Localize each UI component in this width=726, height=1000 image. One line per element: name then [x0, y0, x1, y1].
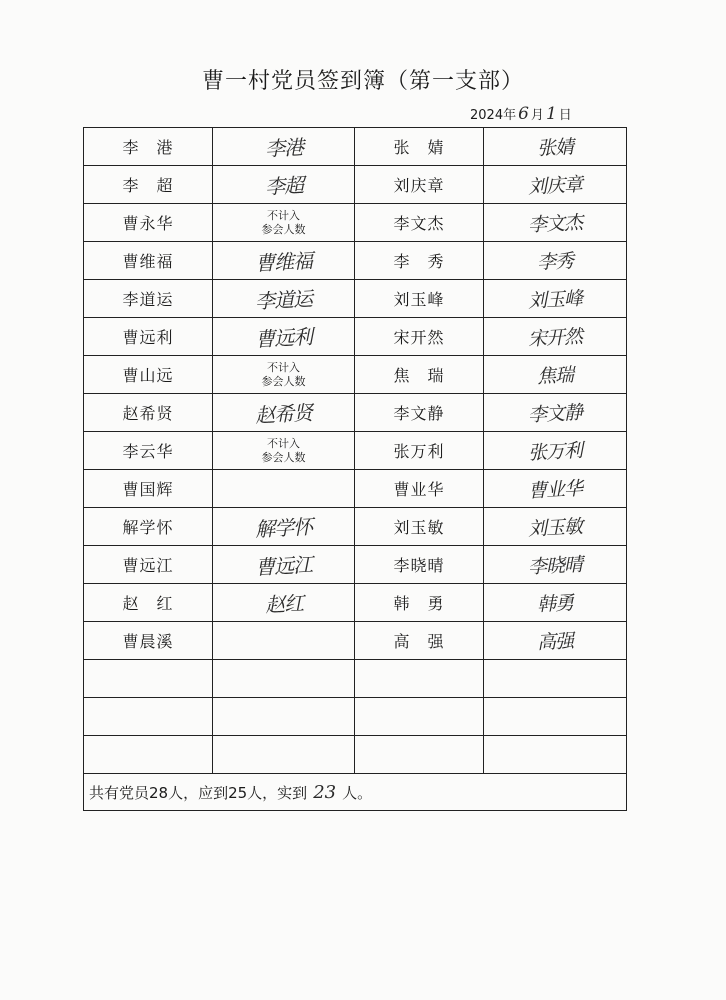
member-name-right: 曹业华 [355, 470, 484, 508]
date-day-label: 日 [558, 108, 572, 123]
member-name-left: 曹永华 [84, 204, 213, 242]
member-row [84, 660, 627, 698]
signature-cell-right [484, 394, 627, 432]
member-row [84, 166, 627, 204]
summary-row [84, 774, 627, 811]
summary-actual-handwritten: 23 [313, 781, 337, 803]
member-name-right: 刘庆章 [355, 166, 484, 204]
handwritten-signature: 李文杰 [527, 211, 583, 237]
member-name-left: 曹国辉 [84, 470, 213, 508]
signature-cell-right [484, 660, 627, 698]
handwritten-signature: 李文静 [527, 401, 583, 427]
signature-cell-right [484, 622, 627, 660]
handwritten-signature: 刘玉峰 [527, 287, 583, 313]
handwritten-signature: 张婧 [536, 136, 574, 160]
signature-cell-left [213, 660, 355, 698]
handwritten-signature: 李道运 [254, 286, 313, 314]
sign-date [470, 104, 572, 124]
member-row [84, 318, 627, 356]
member-name-right [355, 660, 484, 698]
member-row [84, 584, 627, 622]
signature-cell-left [213, 622, 355, 660]
member-name-right: 李 秀 [355, 242, 484, 280]
member-name-left: 李 超 [84, 166, 213, 204]
signature-cell-left [213, 736, 355, 774]
date-month-handwritten: 6 [518, 104, 529, 124]
member-name-left: 赵希贤 [84, 394, 213, 432]
handwritten-signature: 张万利 [527, 439, 583, 465]
signature-cell-left [213, 318, 355, 356]
handwritten-signature: 李晓晴 [527, 553, 583, 579]
note-line-2: 参会人数 [261, 374, 306, 388]
signature-cell-right [484, 432, 627, 470]
signature-cell-right [484, 204, 627, 242]
handwritten-signature: 曹远江 [254, 552, 313, 580]
signature-cell-left [213, 508, 355, 546]
member-row [84, 128, 627, 166]
member-name-right: 张 婧 [355, 128, 484, 166]
not-counted-note [213, 209, 354, 237]
handwritten-signature: 李秀 [536, 250, 574, 274]
signature-cell-right [484, 166, 627, 204]
member-row [84, 622, 627, 660]
date-day-handwritten: 1 [545, 104, 557, 124]
member-name-left [84, 736, 213, 774]
handwritten-signature: 赵红 [263, 591, 304, 617]
member-row [84, 394, 627, 432]
handwritten-signature: 宋开然 [527, 325, 583, 351]
member-name-left: 李云华 [84, 432, 213, 470]
not-counted-note [213, 361, 354, 389]
signature-cell-left [213, 280, 355, 318]
member-name-left: 曹山远 [84, 356, 213, 394]
signature-cell-right [484, 698, 627, 736]
attendance-rows [84, 128, 627, 774]
signature-cell-right [484, 470, 627, 508]
handwritten-signature: 刘玉敏 [527, 515, 583, 541]
signature-cell-left [213, 128, 355, 166]
member-row [84, 546, 627, 584]
summary-suffix: 人。 [342, 783, 373, 802]
not-counted-note [213, 437, 354, 465]
member-name-right: 刘玉敏 [355, 508, 484, 546]
member-name-left: 曹晨溪 [84, 622, 213, 660]
handwritten-signature: 曹远利 [254, 324, 313, 352]
signature-cell-left [213, 242, 355, 280]
note-line-1: 不计入 [267, 360, 300, 374]
member-name-right: 焦 瑞 [355, 356, 484, 394]
signature-cell-left [213, 546, 355, 584]
note-line-1: 不计入 [267, 436, 300, 450]
member-row [84, 508, 627, 546]
member-row [84, 470, 627, 508]
attendance-table [83, 127, 627, 811]
signature-cell-right [484, 356, 627, 394]
note-line-1: 不计入 [267, 208, 300, 222]
member-name-left: 李道运 [84, 280, 213, 318]
handwritten-signature: 曹维福 [254, 248, 313, 276]
member-row [84, 204, 627, 242]
signature-cell-left [213, 698, 355, 736]
member-name-right: 李文静 [355, 394, 484, 432]
member-name-left: 曹维福 [84, 242, 213, 280]
signature-cell-left [213, 166, 355, 204]
signature-cell-right [484, 584, 627, 622]
member-row [84, 698, 627, 736]
member-name-right [355, 736, 484, 774]
member-name-right: 韩 勇 [355, 584, 484, 622]
member-name-right: 李晓晴 [355, 546, 484, 584]
member-name-left [84, 660, 213, 698]
note-line-2: 参会人数 [261, 222, 306, 236]
signature-cell-right [484, 128, 627, 166]
signature-cell-left [213, 470, 355, 508]
member-name-left: 李 港 [84, 128, 213, 166]
date-year: 2024年 [470, 108, 517, 123]
handwritten-signature: 李港 [263, 135, 304, 161]
member-name-left: 曹远利 [84, 318, 213, 356]
note-line-2: 参会人数 [261, 450, 306, 464]
signature-cell-left [213, 432, 355, 470]
handwritten-signature: 焦瑞 [536, 364, 574, 388]
summary-prefix: 共有党员28人，应到25人，实到 [89, 783, 308, 802]
member-row [84, 242, 627, 280]
handwritten-signature: 韩勇 [536, 592, 574, 616]
member-name-right: 张万利 [355, 432, 484, 470]
signature-cell-right [484, 508, 627, 546]
signature-cell-right [484, 318, 627, 356]
member-row [84, 432, 627, 470]
handwritten-signature: 曹业华 [527, 477, 583, 503]
signature-cell-left [213, 584, 355, 622]
member-name-right: 高 强 [355, 622, 484, 660]
handwritten-signature: 解学怀 [254, 514, 313, 542]
handwritten-signature: 赵希贤 [254, 400, 313, 428]
attendance-summary [84, 774, 627, 811]
signature-cell-left [213, 204, 355, 242]
member-row [84, 280, 627, 318]
member-row [84, 736, 627, 774]
member-row [84, 356, 627, 394]
member-name-right: 宋开然 [355, 318, 484, 356]
member-name-right [355, 698, 484, 736]
member-name-left: 解学怀 [84, 508, 213, 546]
handwritten-signature: 高强 [536, 630, 574, 654]
signature-cell-right [484, 736, 627, 774]
date-month-label: 月 [530, 108, 544, 123]
handwritten-signature: 李超 [263, 173, 304, 199]
page-title: 曹一村党员签到簿（第一支部） [201, 69, 524, 94]
signature-cell-left [213, 394, 355, 432]
member-name-left [84, 698, 213, 736]
member-name-right: 李文杰 [355, 204, 484, 242]
signature-cell-left [213, 356, 355, 394]
signature-cell-right [484, 280, 627, 318]
signature-cell-right [484, 242, 627, 280]
member-name-left: 赵 红 [84, 584, 213, 622]
member-name-left: 曹远江 [84, 546, 213, 584]
signature-cell-right [484, 546, 627, 584]
member-name-right: 刘玉峰 [355, 280, 484, 318]
handwritten-signature: 刘庆章 [527, 173, 583, 199]
